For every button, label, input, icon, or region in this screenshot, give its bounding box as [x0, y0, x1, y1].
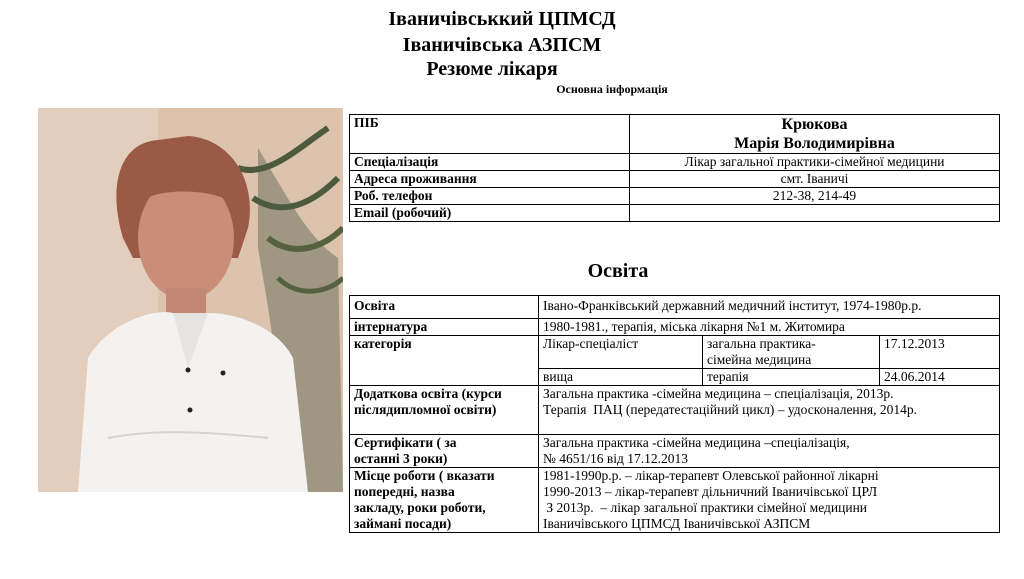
specialization-value: Лікар загальної практики-сімейної медицини [630, 154, 1000, 171]
email-label: Email (робочий) [350, 205, 630, 222]
phone-value: 212-38, 214-49 [630, 188, 1000, 205]
address-value: смт. Іваничі [630, 171, 1000, 188]
workplace-label: Місце роботи ( вказати попередні, назва закладу, роки роботи, займані посади) [350, 468, 539, 533]
education-label: Освіта [350, 296, 539, 319]
internship-value: 1980-1981., терапія, міська лікарня №1 м. Житомира [539, 319, 1000, 336]
email-value [630, 205, 1000, 222]
education-table [349, 295, 1000, 533]
table-row [350, 205, 1000, 222]
full-name-value [630, 115, 1000, 154]
category-1-field: загальна практика- сімейна медицина [703, 336, 880, 369]
header-branch: Іваничівська АЗПСМ [402, 34, 602, 56]
address-label: Адреса проживання [350, 171, 630, 188]
category-2-level: вища [539, 369, 703, 386]
table-row [350, 188, 1000, 205]
page-title: Резюме лікаря [426, 58, 558, 80]
doctor-photo [38, 108, 343, 492]
table-row [350, 115, 1000, 154]
basic-info-table [349, 114, 1000, 222]
internship-label: інтернатура [350, 319, 539, 336]
table-row [350, 171, 1000, 188]
category-1-level: Лікар-спеціаліст [539, 336, 703, 369]
header-institution: Іваничівськкий ЦПМСД [388, 8, 616, 30]
table-row [350, 336, 1000, 369]
surname: Крюкова [781, 116, 848, 133]
category-2-date: 24.06.2014 [880, 369, 1000, 386]
table-row [350, 386, 1000, 435]
workplace-value: 1981-1990р.р. – лікар-терапевт Олевської районної лікарні 1990-2013 – лікар-терапевт дільничний Іваничівської ЦРЛ З 2013р. – лікар загальної практики сімейної медицини Іваничівського ЦПМСД Іваничівської АЗПСМ [539, 468, 1000, 533]
section-subtitle-basic-info: Основна інформація [556, 82, 668, 96]
education-title: Освіта [587, 260, 649, 282]
phone-label: Роб. телефон [350, 188, 630, 205]
full-name-label: ПІБ [350, 115, 630, 154]
name-patronymic: Марія Володимирівна [734, 135, 895, 152]
table-row [350, 468, 1000, 533]
specialization-label: Спеціалізація [350, 154, 630, 171]
table-row [350, 435, 1000, 468]
additional-education-value: Загальна практика -сімейна медицина – спеціалізація, 2013р. Терапія ПАЦ (передатестаційний цикл) – удосконалення, 2014р. [539, 386, 1000, 435]
table-row [350, 296, 1000, 319]
certificates-label: Сертифікати ( за останні 3 роки) [350, 435, 539, 468]
table-row [350, 319, 1000, 336]
category-label: категорія [350, 336, 539, 386]
category-1-date: 17.12.2013 [880, 336, 1000, 369]
education-value: Івано-Франківський державний медичний інститут, 1974-1980р.р. [539, 296, 1000, 319]
additional-education-label: Додаткова освіта (курси післядипломної освіти) [350, 386, 539, 435]
table-row [350, 154, 1000, 171]
certificates-value: Загальна практика -сімейна медицина –спеціалізація, № 4651/16 від 17.12.2013 [539, 435, 1000, 468]
category-2-field: терапія [703, 369, 880, 386]
